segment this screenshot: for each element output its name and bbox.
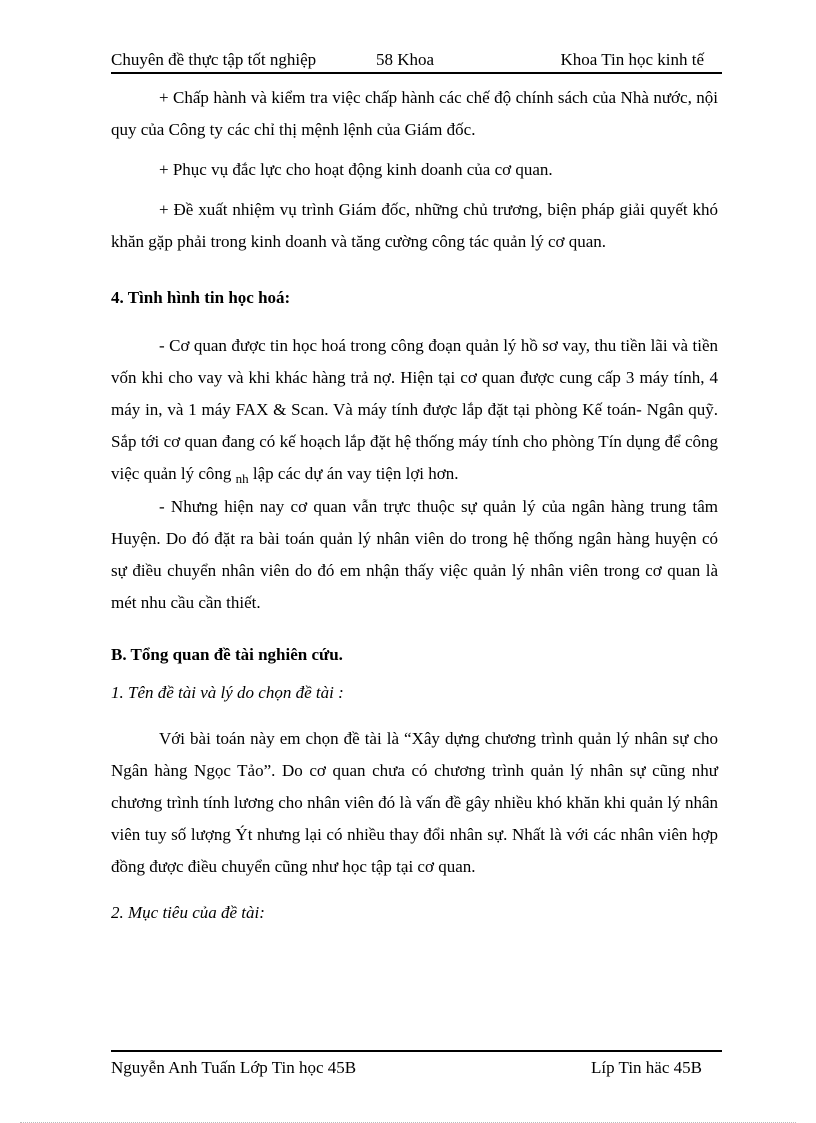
paragraph-1: + Chấp hành và kiểm tra việc chấp hành các chế độ chính sách của Nhà nước, nội quy của Công ty các chỉ thị mệnh lệnh của Giám đốc.: [111, 88, 718, 139]
paragraph-6: Với bài toán này em chọn đề tài là “Xây dựng chương trình quản lý nhân sự cho Ngân hàng Ngọc Tảo”. Do cơ quan chưa có chương trình quản lý nhân sự cũng như chương trình tính lương cho nhân viên đó là vấn đề gây nhiều khó khăn khi quản lý nhân viên tuy số lượng Ýt nhưng lại có nhiều thay đổi nhân sự. Nhất là với các nhân viên hợp đồng được điều chuyển cũng như học tập tại cơ quan.: [111, 729, 718, 876]
paragraph-3: + Đề xuất nhiệm vụ trình Giám đốc, những chủ trương, biện pháp giải quyết khó khăn gặp phải trong kinh doanh và tăng cường công tác quản lý cơ quan.: [111, 200, 718, 251]
footer-author: Nguyễn Anh Tuấn Lớp Tin học 45B: [111, 1058, 357, 1077]
header-page-number: 58 Khoa: [376, 50, 435, 69]
header-faculty: Khoa Tin học kinh tế: [560, 50, 704, 69]
paragraph-2: + Phục vụ đắc lực cho hoạt động kinh doanh của cơ quan.: [159, 160, 553, 179]
page-header: [111, 50, 722, 74]
subheading-1: 1. Tên đề tài và lý do chọn đề tài :: [111, 683, 344, 702]
footer-class: Líp Tin häc 45B: [591, 1058, 702, 1077]
paragraph-5: - Nhưng hiện nay cơ quan vẫn trực thuộc sự quản lý của ngân hàng trung tâm Huyện. Do đó đặt ra bài toán quản lý nhân viên do trong hệ thống ngân hàng huyện có sự điều chuyển nhân viên do đó em nhận thấy việc quản lý nhân viên trong cơ quan là mét nhu cầu cần thiết.: [111, 497, 718, 612]
document-body: [111, 82, 718, 929]
page-footer: [111, 1050, 722, 1078]
header-title: Chuyên đề thực tập tốt nghiệp: [111, 50, 317, 69]
paragraph-4-subscript: nh: [235, 471, 249, 486]
subheading-2: 2. Mục tiêu của đề tài:: [111, 903, 265, 922]
section-heading-4: 4. Tình hình tin học hoá:: [111, 288, 291, 307]
paragraph-4: [111, 330, 718, 491]
paragraph-4-text: - Cơ quan được tin học hoá trong công đoạn quản lý hồ sơ vay, thu tiền lãi và tiền vốn khi cho vay và khi khác hàng trả nợ. Hiện tại cơ quan được cung cấp 3 máy tính, 4 máy in, và 1 máy FAX & Scan. Và máy tính được lắp đặt tại phòng Kế toán- Ngân quỹ. Sắp tới cơ quan đang có kế hoạch lắp đặt hệ thống máy tính cho phòng Tín dụng để công việc quản lý công: [111, 336, 718, 483]
section-heading-b: B. Tổng quan đề tài nghiên cứu.: [111, 645, 343, 664]
paragraph-4-end: lập các dự án vay tiện lợi hơn.: [252, 464, 459, 483]
